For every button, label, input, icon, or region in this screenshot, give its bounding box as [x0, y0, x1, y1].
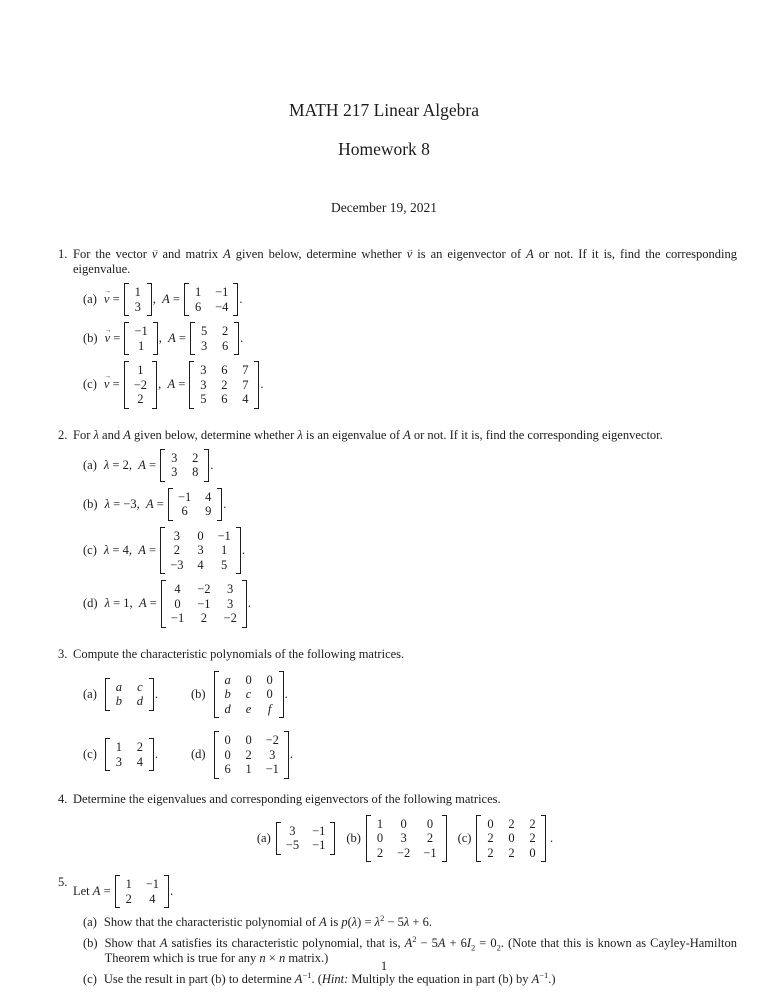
problem-3-number: 3. [58, 646, 68, 661]
matrix-entry: −2 [197, 582, 211, 596]
matrix-entry: 0 [224, 747, 231, 762]
matrix-entry: 8 [192, 465, 199, 479]
matrix-entry: 2 [508, 845, 515, 860]
matrix-entry: 2 [487, 831, 494, 845]
math-text: . [154, 747, 158, 762]
matrix-entry: −1 [145, 877, 160, 891]
matrix [105, 738, 154, 771]
math-text: . [239, 292, 243, 306]
right-bracket [204, 449, 209, 482]
matrix-entry: 3 [200, 363, 207, 377]
part-label: (b) [83, 936, 98, 950]
matrix-entry: 4 [149, 891, 156, 906]
problem-4-text: Determine the eigenvalues and corresponding eigenvectors of the following matrices. [73, 791, 501, 806]
matrix-entry: a [224, 672, 231, 687]
matrix-entry: 3 [115, 754, 122, 769]
document-date: December 19, 2021 [330, 200, 438, 215]
matrix-entry: 2 [245, 747, 252, 762]
math-text: . [241, 542, 245, 557]
matrix-entry: 3 [227, 582, 234, 596]
matrix-entry: f [267, 701, 272, 716]
right-bracket [236, 527, 241, 575]
matrix-entry: 3 [269, 747, 276, 762]
problem-5-parts [83, 912, 737, 987]
matrix-entry: 0 [266, 687, 273, 701]
problem-4-parts [73, 815, 737, 863]
problem-2-parts [83, 449, 737, 628]
matrix-entry: 7 [242, 363, 249, 377]
math-text: , A = [152, 292, 184, 306]
math-text: . [284, 686, 288, 701]
matrix-entry: −2 [265, 733, 279, 747]
matrix-entry: 2 [136, 740, 143, 755]
problem-2-part-a [83, 449, 737, 482]
matrix [105, 678, 154, 711]
math-text: v → = [104, 377, 123, 392]
matrix-entry: d [224, 701, 231, 716]
part-math [104, 283, 243, 316]
matrix-entry: 6 [224, 762, 231, 776]
right-bracket [233, 283, 238, 316]
part-label: (c) [83, 972, 97, 986]
matrix-entry: 0 [245, 672, 252, 687]
document-body [58, 247, 737, 993]
matrix-entry: 6 [221, 392, 228, 406]
matrix-entry: 3 [134, 299, 141, 314]
matrix-entry: 0 [245, 733, 252, 747]
matrix [168, 488, 222, 521]
part-label: (a) [83, 686, 97, 701]
problem-1-parts [83, 283, 737, 409]
matrix [124, 283, 152, 316]
matrix-entry: −2 [223, 611, 237, 625]
matrix-entry: 2 [426, 831, 434, 845]
math-text: λ = 1, A = [104, 596, 160, 611]
problem-5-part-a [83, 912, 737, 930]
matrix-entry: 5 [200, 324, 208, 338]
matrix-entry: 1 [245, 762, 252, 776]
matrix-entry: 2 [529, 816, 536, 831]
problem-4-number: 4. [58, 791, 68, 806]
math-text: . [289, 747, 294, 762]
matrix-entry: 1 [134, 285, 141, 299]
matrix-entry: 3 [171, 450, 178, 465]
course-title: MATH 217 Linear Algebra [288, 100, 480, 120]
matrix-entry: 0 [508, 831, 515, 845]
math-text: . [170, 884, 174, 898]
right-bracket [541, 815, 546, 863]
matrix-entry: 0 [224, 733, 231, 747]
matrix-entry: 2 [192, 450, 199, 465]
part-label: (b) [83, 331, 98, 345]
right-bracket [153, 322, 158, 355]
matrix-entry: 5 [200, 392, 207, 406]
matrix-entry: −1 [423, 845, 437, 860]
matrix-entry: 7 [242, 377, 249, 392]
matrix-entry: 1 [221, 543, 228, 557]
matrix-entry: 1 [137, 363, 144, 377]
right-bracket [149, 678, 154, 711]
matrix [366, 815, 447, 863]
part-label: (b) [83, 496, 98, 511]
matrix [214, 671, 284, 719]
part-math [104, 738, 158, 771]
matrix-entry: 2 [173, 543, 180, 557]
problem-2-number: 2. [58, 427, 68, 442]
right-bracket [164, 875, 169, 908]
matrix-entry: −1 [197, 596, 211, 611]
problem-5-part-c [83, 969, 737, 987]
matrix-entry: 1 [376, 816, 384, 831]
matrix [476, 815, 546, 863]
problem-1-part-c [83, 361, 737, 409]
part-math [104, 678, 158, 711]
right-bracket [254, 361, 259, 409]
math-text: v → = [105, 331, 124, 346]
matrix-entry: 2 [137, 392, 144, 406]
matrix-entry: −4 [215, 299, 229, 314]
math-text: . [260, 377, 264, 392]
matrix-entry: −1 [217, 528, 231, 543]
matrix-entry: c [245, 687, 252, 701]
matrix-entry: a [115, 679, 122, 694]
matrix-entry: 4 [205, 489, 212, 504]
right-bracket [442, 815, 447, 863]
part-math [104, 449, 213, 482]
homework-title: Homework 8 [338, 139, 430, 159]
matrix-entry: 3 [400, 831, 407, 845]
matrix-entry: 6 [221, 363, 228, 377]
matrix-entry: −1 [134, 324, 148, 338]
matrix [161, 580, 247, 628]
problem-2-part-b [83, 488, 737, 521]
matrix-entry: 0 [529, 845, 536, 860]
matrix-entry: 0 [266, 672, 273, 687]
matrix-entry: 3 [227, 596, 234, 611]
matrix [190, 322, 239, 355]
right-bracket [330, 822, 335, 855]
matrix-entry: b [115, 694, 122, 709]
part-math [275, 822, 337, 855]
problem-1-part-a [83, 283, 737, 316]
part-label: (b) [191, 686, 206, 701]
part-label: (b) [346, 830, 361, 845]
matrix [189, 361, 259, 409]
problem-4-part-b [346, 815, 447, 863]
right-bracket [242, 580, 247, 628]
matrix-entry: 3 [200, 377, 207, 392]
problem-2-part-c [83, 527, 737, 575]
math-text: , A = [158, 377, 189, 392]
matrix-entry: 0 [174, 596, 181, 611]
matrix-entry: 0 [487, 816, 494, 831]
matrix-entry: −1 [312, 838, 326, 853]
part-label: (d) [83, 596, 98, 611]
matrix [160, 449, 209, 482]
right-bracket [234, 322, 239, 355]
part-label: (c) [83, 747, 97, 762]
part-math [105, 322, 244, 355]
matrix [124, 361, 157, 409]
matrix-entry: 3 [289, 823, 296, 838]
math-text: . [240, 331, 244, 345]
problem-1-text: For the vector v → and matrix A given below, determine whether v → is an eigenvector of A or not. If it is, find the corresponding eigenvalue. [73, 247, 737, 277]
problem-5 [58, 875, 737, 993]
matrix-entry: 6 [194, 299, 202, 314]
matrix [160, 527, 241, 575]
matrix-entry: 5 [221, 557, 228, 572]
part-math [213, 731, 293, 779]
problem-1-part-b [83, 322, 737, 355]
part-label: (a) [83, 292, 97, 306]
math-text: v → = [104, 292, 123, 307]
matrix-entry: 4 [174, 582, 181, 596]
matrix-entry: 6 [221, 338, 229, 353]
matrix-entry: −1 [265, 762, 279, 776]
part-label: (a) [83, 915, 97, 929]
matrix-entry: 0 [426, 816, 434, 831]
part-math [73, 875, 173, 908]
math-text: Let A = [73, 884, 114, 898]
math-text: . [547, 830, 554, 845]
matrix-entry: 1 [194, 285, 202, 299]
matrix-entry: 2 [221, 324, 229, 338]
right-bracket [284, 731, 289, 779]
math-text: λ = 2, A = [103, 457, 160, 472]
part-math [105, 488, 227, 521]
problem-1 [58, 247, 737, 415]
part-text: Show that the characteristic polynomial of A is $p(\lambda) = \lambda^2 - 5\lambda + 6$. [103, 912, 432, 929]
math-text: . [223, 496, 227, 511]
problem-3 [58, 647, 737, 779]
problem-3-part-a [83, 671, 191, 719]
matrix [214, 731, 289, 779]
part-label: (a) [256, 830, 271, 845]
right-bracket [279, 671, 284, 719]
problem-3-part-d [191, 731, 293, 779]
part-text: Use the result in part (b) to determine $A^{-1}$. (Hint: Multiply the equation in part (b) by $A^{-1}$.) [103, 969, 556, 986]
matrix [115, 875, 169, 908]
matrix-entry: 4 [197, 557, 204, 572]
problem-4 [58, 792, 737, 863]
matrix-entry: 2 [508, 816, 515, 831]
part-label: (c) [457, 830, 472, 845]
matrix [124, 322, 157, 355]
problem-5-number: 5. [58, 875, 68, 889]
matrix-entry: c [137, 679, 143, 694]
matrix-entry: 0 [197, 528, 204, 543]
matrix-entry: −2 [396, 845, 411, 860]
matrix-entry: 3 [173, 528, 180, 543]
problem-3-part-c [83, 731, 191, 779]
matrix-entry: 2 [221, 377, 228, 392]
problem-3-text: Compute the characteristic polynomials of the following matrices. [73, 646, 405, 661]
matrix-entry: b [224, 687, 231, 701]
part-math [104, 527, 245, 575]
part-text: Show that A satisfies its characteristic polynomial, that is, $A^2 - 5A + 6I_2 = 0_2$. (Note that this is known as Cayley-Hamilton Theorem which is true for any n × n matrix.) [104, 933, 737, 965]
part-math [105, 580, 251, 628]
problem-2-text: For λ and A given below, determine whether λ is an eigenvalue of A or not. If it is, find the corresponding eigenvector. [73, 427, 663, 442]
matrix-entry: 4 [136, 754, 143, 769]
part-label: (c) [83, 377, 97, 392]
right-bracket [149, 738, 154, 771]
problem-2 [58, 428, 737, 634]
matrix-entry: 3 [197, 543, 204, 557]
math-text: . [154, 686, 158, 701]
matrix-entry: 2 [487, 845, 494, 860]
matrix [184, 283, 238, 316]
matrix-entry: 1 [115, 740, 122, 755]
document-header [0, 0, 768, 216]
right-bracket [217, 488, 222, 521]
matrix-entry: −1 [170, 611, 185, 625]
matrix [276, 822, 336, 855]
matrix-entry: −1 [312, 823, 326, 838]
matrix-entry: −1 [215, 285, 229, 299]
matrix-entry: −5 [285, 838, 300, 853]
matrix-entry: 2 [125, 891, 132, 906]
right-bracket [152, 361, 157, 409]
page-number: 1 [380, 959, 388, 973]
part-math [365, 815, 448, 863]
matrix-entry: 6 [181, 504, 188, 518]
matrix-entry: 3 [171, 465, 178, 479]
part-label: (a) [83, 457, 97, 472]
problem-4-part-a [257, 822, 337, 855]
problem-3-parts [83, 671, 737, 779]
matrix-entry: 2 [529, 831, 536, 845]
matrix-entry: 3 [200, 338, 208, 353]
math-text: λ = 4, A = [103, 542, 160, 557]
math-text: λ = −3, A = [104, 496, 167, 511]
problem-3-part-b [191, 671, 293, 719]
problem-1-number: 1. [58, 247, 68, 261]
math-text: . [210, 457, 214, 472]
matrix-entry: 9 [205, 504, 212, 518]
matrix-entry: 2 [376, 845, 384, 860]
matrix-entry: d [136, 694, 143, 709]
matrix-entry: 1 [137, 338, 145, 353]
matrix-entry: −2 [133, 377, 148, 392]
matrix-entry: −1 [177, 489, 192, 504]
matrix-entry: 0 [376, 831, 384, 845]
matrix-entry: e [245, 701, 252, 716]
part-label: (c) [83, 542, 97, 557]
part-math [213, 671, 288, 719]
matrix-entry: 1 [125, 877, 132, 891]
part-math [475, 815, 553, 863]
matrix-entry: 2 [200, 611, 207, 625]
math-text: . [247, 596, 251, 611]
problem-5-intro [73, 875, 737, 908]
part-math [104, 361, 264, 409]
math-text: , A = [158, 331, 190, 345]
matrix-entry: 0 [400, 816, 407, 831]
right-bracket [147, 283, 152, 316]
matrix-entry: 4 [242, 392, 249, 406]
matrix-entry: −3 [170, 557, 184, 572]
problem-4-part-c [458, 815, 554, 863]
part-label: (d) [191, 747, 206, 762]
problem-2-part-d [83, 580, 737, 628]
